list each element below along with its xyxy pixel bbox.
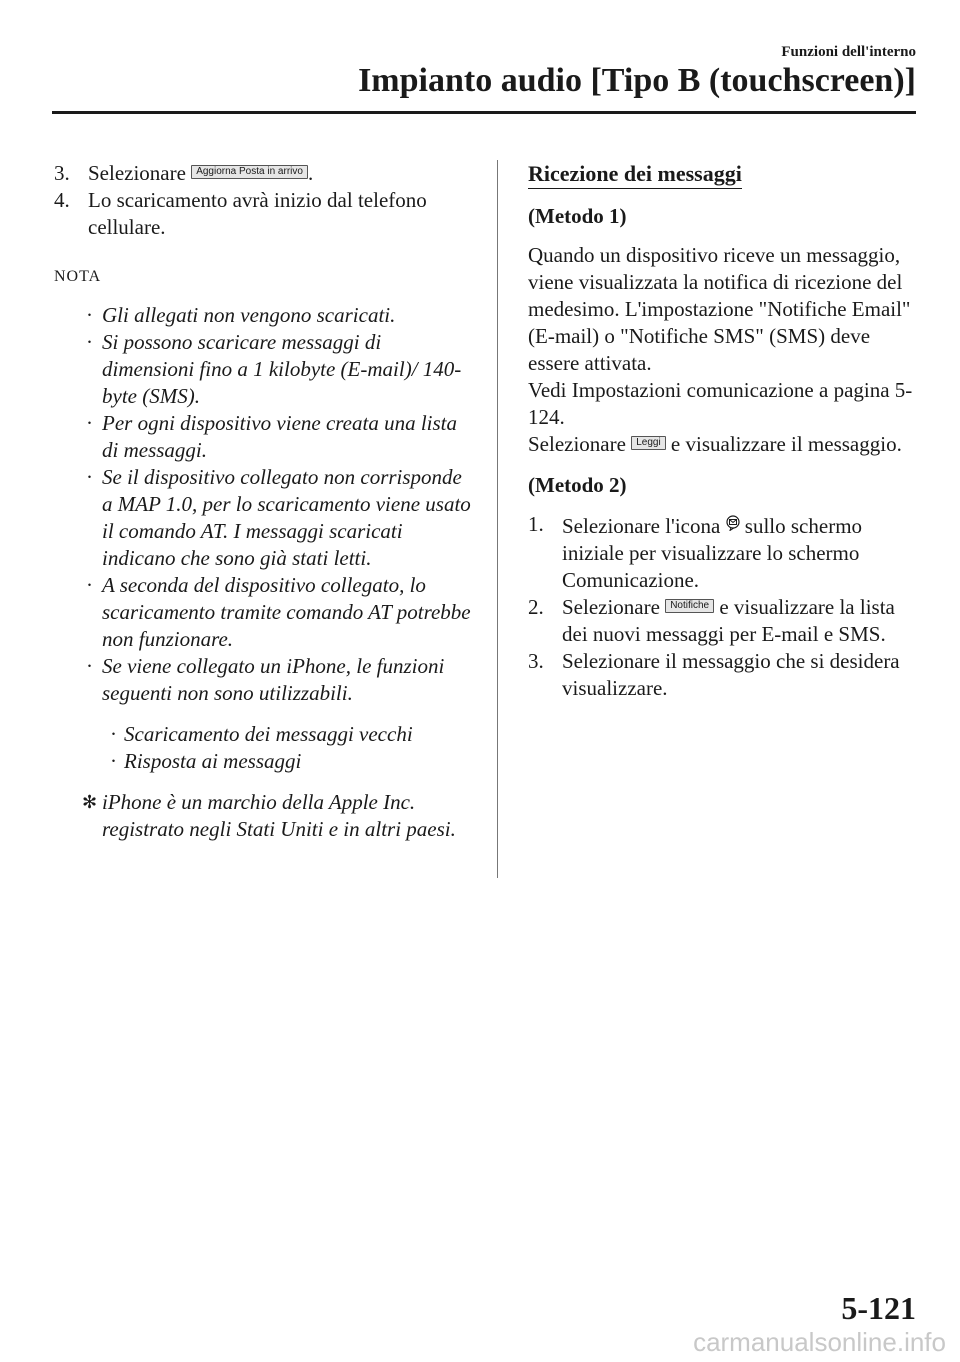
method-1-text bbox=[528, 242, 920, 458]
nota-item-text: A seconda del dispositivo collegato, lo scaricamento tramite comando AT potrebbe non funzionare. bbox=[102, 573, 471, 651]
bullet: · bbox=[86, 573, 93, 597]
nota-item bbox=[54, 653, 474, 707]
step-end: . bbox=[307, 161, 314, 185]
bullet: · bbox=[86, 465, 93, 489]
method-2-step-1 bbox=[528, 511, 920, 594]
step-3 bbox=[54, 160, 474, 187]
step-text: e visualizzare la lista dei nuovi messaggi per E-mail e SMS. bbox=[562, 595, 895, 646]
header-rule bbox=[52, 111, 916, 114]
sub-item-text: Scaricamento dei messaggi vecchi bbox=[124, 722, 413, 746]
footnote bbox=[54, 789, 474, 843]
method-1-title: (Metodo 1) bbox=[528, 204, 627, 228]
bullet: · bbox=[86, 411, 93, 435]
column-divider bbox=[497, 160, 498, 878]
step-text: Selezionare l'icona bbox=[562, 514, 721, 538]
sub-item bbox=[54, 721, 474, 748]
step-number: 1. bbox=[528, 512, 544, 536]
right-column bbox=[528, 160, 920, 702]
footnote-mark-icon: ✻ bbox=[82, 792, 98, 812]
method-2-step-3 bbox=[528, 648, 920, 702]
watermark: carmanualsonline.info bbox=[693, 1327, 946, 1357]
nota-item-text: Se viene collegato un iPhone, le funzioni seguenti non sono utilizzabili. bbox=[102, 654, 445, 705]
step-text: Selezionare bbox=[562, 595, 660, 619]
nota-item-text: Si possono scaricare messaggi di dimensioni fino a 1 kilobyte (E-mail)/ 140-byte (SMS). bbox=[102, 330, 462, 408]
sub-item bbox=[54, 748, 474, 775]
step-text: Selezionare il messaggio che si desidera visualizzare. bbox=[562, 649, 900, 700]
bullet: · bbox=[86, 654, 93, 678]
step-text: Selezionare bbox=[88, 161, 186, 185]
leggi-button: Leggi bbox=[631, 436, 665, 450]
nota-item bbox=[54, 302, 474, 329]
sub-item-text: Risposta ai messaggi bbox=[124, 749, 302, 773]
bullet: · bbox=[86, 330, 93, 354]
step-number: 4. bbox=[54, 188, 70, 212]
step-4 bbox=[54, 187, 474, 241]
method-1-select-end: e visualizzare il messaggio. bbox=[670, 432, 902, 456]
nota-item-text: Per ogni dispositivo viene creata una lista di messaggi. bbox=[102, 411, 458, 462]
step-text: Lo scaricamento avrà inizio dal telefono cellulare. bbox=[88, 188, 427, 239]
nota-item bbox=[54, 464, 474, 572]
method-2-step-2 bbox=[528, 594, 920, 648]
nota-item bbox=[54, 410, 474, 464]
nota-title: NOTA bbox=[54, 268, 102, 285]
method-1-select: Selezionare bbox=[528, 432, 626, 456]
section-heading: Ricezione dei messaggi bbox=[528, 160, 742, 189]
nota-item-text: Se il dispositivo collegato non corrisponde a MAP 1.0, per lo scaricamento viene usato il comando AT. I messaggi scaricati indicano che sono già stati letti. bbox=[102, 465, 471, 570]
page-title: Impianto audio [Tipo B (touchscreen)] bbox=[358, 62, 916, 99]
bullet: · bbox=[86, 303, 93, 327]
aggiorna-posta-button: Aggiorna Posta in arrivo bbox=[191, 165, 308, 179]
bullet: · bbox=[110, 749, 117, 773]
nota-item-text: Gli allegati non vengono scaricati. bbox=[102, 303, 396, 327]
step-number: 3. bbox=[528, 649, 544, 673]
footnote-text: iPhone è un marchio della Apple Inc. registrato negli Stati Uniti e in altri paesi. bbox=[102, 790, 456, 841]
step-text: sullo schermo iniziale per visualizzare lo schermo Comunicazione. bbox=[562, 514, 863, 592]
header-section-title: Funzioni dell'interno bbox=[781, 44, 916, 60]
left-column bbox=[54, 160, 474, 843]
nota-item bbox=[54, 572, 474, 653]
method-1-description: Quando un dispositivo riceve un messaggio, viene visualizzata la notifica di ricezione del medesimo. L'impostazione "Notifiche Email" (E-mail) o "Notifiche SMS" (SMS) deve essere attivata. bbox=[528, 243, 911, 375]
step-number: 3. bbox=[54, 161, 70, 185]
communication-icon bbox=[726, 511, 740, 538]
step-number: 2. bbox=[528, 595, 544, 619]
notifiche-button: Notifiche bbox=[665, 599, 714, 613]
page-number: 5-121 bbox=[841, 1290, 916, 1326]
method-2-title: (Metodo 2) bbox=[528, 473, 627, 497]
nota-list bbox=[54, 302, 474, 843]
method-1-reference: Vedi Impostazioni comunicazione a pagina 5-124. bbox=[528, 378, 913, 429]
bullet: · bbox=[110, 722, 117, 746]
sub-list bbox=[54, 721, 474, 775]
nota-item bbox=[54, 329, 474, 410]
